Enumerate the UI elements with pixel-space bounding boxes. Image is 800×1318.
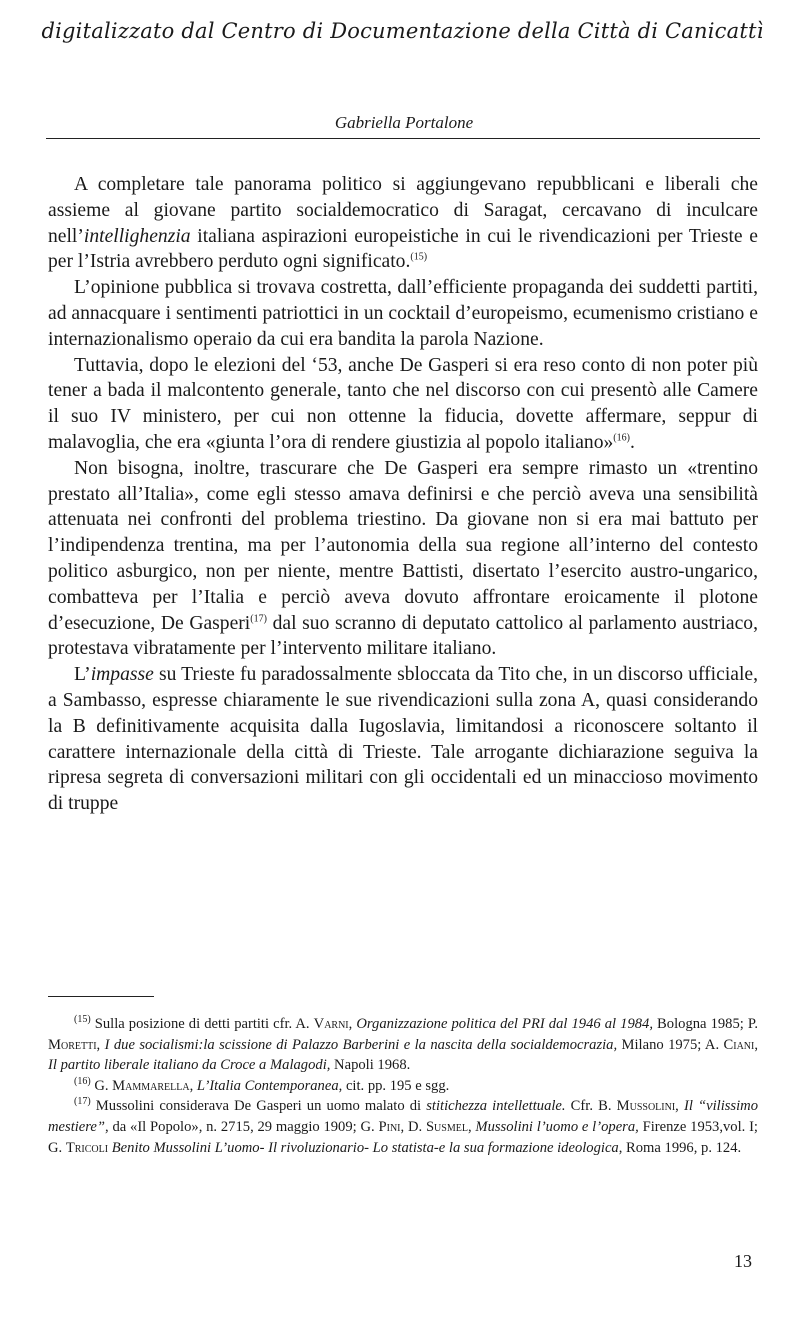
footnotes — [48, 1014, 758, 1158]
footnote-ref-16: (16) — [613, 432, 630, 444]
footnote-ref-15: (15) — [410, 251, 428, 263]
p3-text-a: Tuttavia, dopo le elezioni del ‘53, anche De Gasperi si era reso conto di non poter più tener a bada il malcontento generale, tanto che nel discorso con cui presentò alle Camere il suo IV ministero, per cui non ottenne la fiducia, dovette affermare, seppur di malavoglia, che era «giunta l’ora di rendere giustizia al popolo italiano» — [48, 354, 758, 453]
fn17-text: , — [467, 1118, 476, 1135]
fn17-author: Susmel — [425, 1118, 468, 1135]
fn17-text: , Roma 1996, p. 124. — [618, 1139, 742, 1156]
footnote-separator — [48, 996, 154, 997]
fn17-text: , da «Il Popolo», n. 2715, 29 maggio 1909; G. — [105, 1118, 379, 1135]
fn15-title: Il partito liberale italiano da Croce a Malagodi, — [48, 1057, 331, 1074]
running-head-author: Gabriella Portalone — [334, 113, 474, 132]
paragraph-2 — [48, 275, 758, 352]
p5-italic-term: impasse — [90, 664, 154, 686]
paragraph-4 — [48, 456, 758, 662]
fn17-author: Mussolini — [616, 1098, 676, 1115]
fn17-author: Pini — [378, 1118, 401, 1135]
fn17-text: Mussolini considerava De Gasperi un uomo malato di — [90, 1098, 427, 1115]
fn16-author: Mammarella — [112, 1077, 190, 1094]
p4-text-a: Non bisogna, inoltre, trascurare che De Gasperi era sempre rimasto un «trentino prestato all’Italia», come egli stesso amava definirsi e che perciò aveva una sensibilità attenuata nei confronti del problema triestino. Da giovane non si era mai battuto per l’indipendenza trentina, ma per l’autonomia della sua regione all’interno del contesto politico asburgico, non per niente, mentre Battisti, disertato l’esercito austro-ungarico, combatteva per l’Italia e perciò aveva dovuto affrontare eroicamente il plotone d’esecuzione, De Gasperi — [48, 457, 758, 634]
fn15-title: Organizzazione politica del PRI dal 1946 al 1984, — [356, 1016, 653, 1032]
p1-italic-term: intellighenzia — [83, 225, 191, 247]
fn15-text: , — [754, 1036, 759, 1053]
fn15-text: , — [96, 1036, 105, 1053]
p4-text-b: dal suo scranno di deputato cattolico al parlamento austriaco, protestava vibratamente per l’intervento militare italiano. — [48, 612, 758, 660]
p1-text-a: A completare tale panorama politico si aggiungevano repubblicani e liberali che assieme al giovane partito socialdemocratico di Saragat, cercavano di inculcare nell’ — [48, 174, 758, 247]
fn17-text: Firenze 1953,vol. I; G. — [48, 1118, 758, 1156]
fn17-author: Tricoli — [65, 1139, 109, 1156]
digitization-banner: digitalizzato dal Centro di Documentazione della Città di Canicattì — [41, 19, 764, 43]
footnote-16-number: (16) — [74, 1075, 91, 1087]
fn16-text: G. — [90, 1077, 113, 1094]
fn15-text: Sulla posizione di detti partiti cfr. A. — [90, 1016, 314, 1032]
p5-text-c: su Trieste fu paradossalmente sbloccata da Tito che, in un discorso ufficiale, a Sambasso, espresse chiaramente le sue rivendicazioni sulla zona A, quasi considerando la B definitivamente acquisita dalla Iugoslavia, limitandosi a riconoscere soltanto il carattere internazionale della città di Trieste. Tale arrogante dichiarazione seguiva la ripresa segreta di conversazioni militari con gli occidentali ed un minaccioso movimento di truppe — [48, 664, 758, 815]
fn15-author: Ciani — [723, 1036, 755, 1053]
fn17-text: Cfr. B. — [565, 1098, 617, 1115]
fn17-text: , D. — [400, 1118, 426, 1135]
fn15-title: I due socialismi:la scissione di Palazzo Barberini e la nascita della socialdemocrazia, — [104, 1036, 618, 1053]
p5-text-a: L’ — [74, 664, 91, 686]
paragraph-5 — [48, 662, 758, 817]
footnote-17-number: (17) — [74, 1096, 91, 1108]
fn17-title: Il “vilissimo mestiere” — [48, 1098, 759, 1135]
header-rule — [46, 138, 760, 139]
fn17-title: Benito Mussolini L’uomo- Il rivoluzionario- Lo statista-e la sua formazione ideologica — [111, 1139, 619, 1156]
fn15-text: Bologna 1985; P. — [653, 1016, 759, 1032]
fn17-title: stitichezza intellettuale. — [426, 1098, 566, 1115]
fn16-text: , — [189, 1077, 197, 1094]
main-text — [48, 172, 758, 817]
fn17-title: Mussolini l’uomo e l’opera, — [475, 1118, 639, 1135]
fn17-text: , — [675, 1098, 684, 1115]
footnote-ref-17: (17) — [250, 613, 267, 625]
p3-text-b: . — [629, 431, 635, 453]
footnote-15-number: (15) — [74, 1014, 91, 1026]
fn15-text: , — [348, 1016, 357, 1032]
footnote-17 — [48, 1096, 758, 1158]
fn15-text: Milano 1975; A. — [617, 1036, 724, 1053]
page-number: 13 — [734, 1251, 752, 1271]
fn16-title: L’Italia Contemporanea — [196, 1077, 339, 1094]
fn15-text: Napoli 1968. — [330, 1057, 411, 1074]
footnote-16 — [48, 1076, 758, 1097]
paragraph-3 — [48, 353, 758, 456]
p2-text: L’opinione pubblica si trovava costretta, dall’efficiente propaganda dei suddetti partiti, ad annacquare i sentimenti patriottici in un cocktail d’europeismo, ecumenismo cristiano e internazionalismo operaio da cui era bandita la parola Nazione. — [48, 277, 758, 350]
fn16-text: , cit. pp. 195 e sgg. — [338, 1077, 450, 1094]
p1-text-c: italiana aspirazioni europeistiche in cui le rivendicazioni per Trieste e per l’Istria avrebbero perduto ogni significato. — [48, 225, 758, 273]
fn15-author: Varni — [313, 1016, 349, 1032]
footnote-15 — [48, 1014, 758, 1076]
fn15-author: Moretti — [48, 1036, 97, 1053]
paragraph-1 — [48, 172, 758, 275]
